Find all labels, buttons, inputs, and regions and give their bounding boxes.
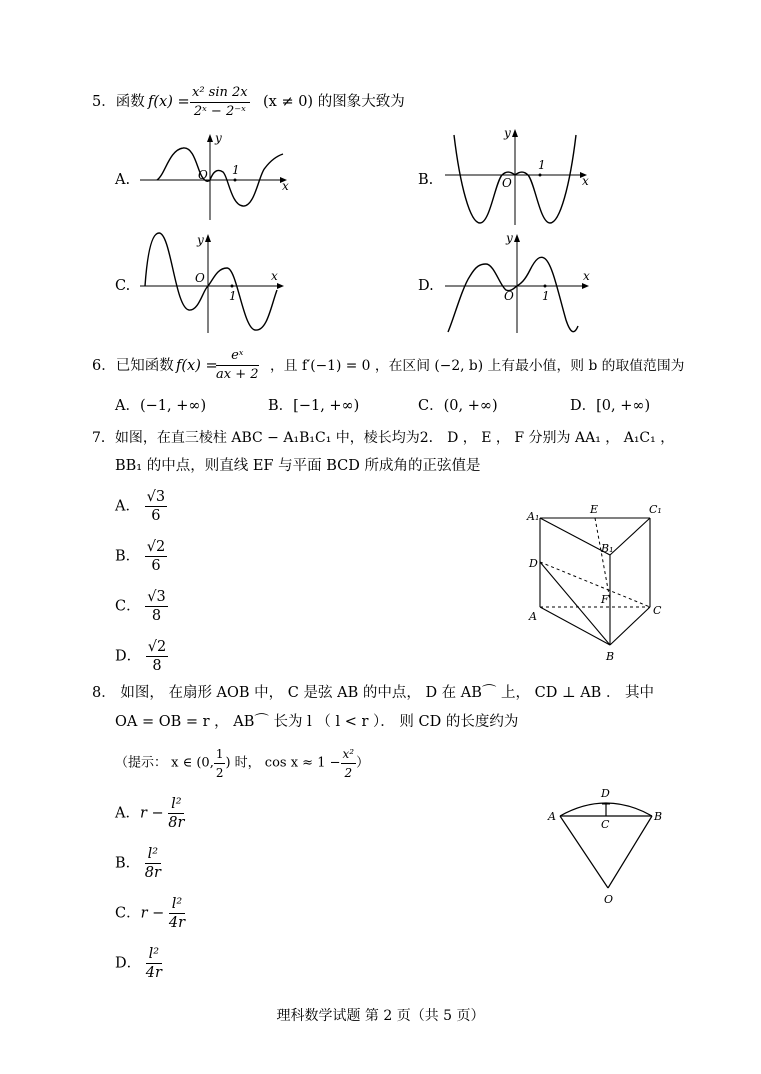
q5-fraction xyxy=(190,84,250,121)
hint-middle: ) 时， cos x ≈ 1 − xyxy=(225,755,341,771)
hint-suffix: ） xyxy=(356,755,370,771)
q5-option-d-label[interactable]: D. xyxy=(418,278,434,294)
denominator: 4r xyxy=(168,915,186,931)
option-label: A． xyxy=(115,805,140,822)
numerator: l² xyxy=(145,845,161,864)
option-label: A． xyxy=(115,398,140,414)
edge-a1b1 xyxy=(540,518,610,555)
q6-stem-rest: ，且 f′(−1) = 0 ，在区间 (−2, b) 上有最小值，则 b 的取值范围为 xyxy=(270,358,685,374)
label-b1: B₁ xyxy=(601,542,614,555)
q7-stem-line1: 7．如图，在直三棱柱 ABC − A₁B₁C₁ 中，棱长均为2． D ， E ， F 分别为 AA₁ ， A₁C₁ ， xyxy=(92,430,675,446)
x-axis-label: x xyxy=(583,269,590,283)
segment-db xyxy=(540,562,610,645)
label-e: E xyxy=(590,503,599,516)
q5-number: 5．函数 xyxy=(92,94,145,110)
q7-stem-line2: BB₁ 的中点，则直线 EF 与平面 BCD 所成角的正弦值是 xyxy=(115,458,481,474)
option-value: [0, +∞) xyxy=(596,398,651,414)
y-axis-label: y xyxy=(504,126,511,140)
label-c: C xyxy=(601,818,610,831)
q6-option-d[interactable] xyxy=(570,396,650,416)
option-fraction xyxy=(145,538,167,575)
label-b: B xyxy=(606,650,615,663)
q6-fx: f(x) = xyxy=(176,358,218,374)
numerator: √2 xyxy=(147,639,167,655)
x-axis-label: x xyxy=(282,179,289,193)
q6-number: 6．已知函数 xyxy=(92,358,174,374)
option-fraction xyxy=(145,845,161,882)
option-label: C． xyxy=(115,598,141,615)
y-axis-label: y xyxy=(215,131,222,145)
q5-condition: (x ≠ 0) 的图象大致为 xyxy=(263,94,405,110)
origin-label: O xyxy=(502,176,512,190)
denominator: 2 xyxy=(215,766,224,780)
denominator: 4r xyxy=(145,965,162,981)
edge-b1c1 xyxy=(610,518,650,555)
option-value: (0, +∞) xyxy=(443,398,498,414)
hint-fraction-2 xyxy=(341,745,357,782)
q5-option-b-label[interactable]: B. xyxy=(418,172,434,188)
numerator: l² xyxy=(169,895,185,914)
q6-option-b[interactable] xyxy=(268,396,359,416)
hint-fraction xyxy=(214,745,226,782)
q5-option-c-label[interactable]: C. xyxy=(115,278,131,294)
q8-hint xyxy=(115,745,369,782)
option-prefix: r − xyxy=(139,805,164,822)
q6-numerator: eˣ xyxy=(216,347,259,366)
y-axis-arrow-icon xyxy=(205,234,211,242)
option-fraction xyxy=(169,895,185,932)
tick-label: 1 xyxy=(232,163,240,177)
tick-dot xyxy=(544,285,547,288)
denominator: 6 xyxy=(151,558,161,574)
q5-fx: f(x) = xyxy=(148,94,190,110)
x-axis-label: x xyxy=(271,269,278,283)
origin-label: O xyxy=(195,271,205,285)
option-fraction xyxy=(168,795,184,832)
option-label: B． xyxy=(115,855,141,872)
origin-label: O xyxy=(504,289,514,303)
option-label: B． xyxy=(115,548,141,565)
q6-denominator: ax + 2 xyxy=(216,367,259,382)
denominator: 8 xyxy=(151,608,162,624)
label-c1: C₁ xyxy=(649,503,662,516)
tick-dot xyxy=(539,174,542,177)
option-value: (−1, +∞) xyxy=(139,398,207,414)
numerator: √3 xyxy=(147,589,166,605)
denominator: 2 xyxy=(344,766,353,780)
q8-stem-line2: OA = OB = r ， AB⌒ 长为 l （ l < r ）． 则 CD 的长度约为 xyxy=(115,714,519,730)
denominator: 8r xyxy=(144,865,161,881)
option-fraction xyxy=(146,638,168,675)
tick-label: 1 xyxy=(538,158,546,172)
option-value: [−1, +∞) xyxy=(293,398,360,414)
q5-graph-d[interactable] xyxy=(440,228,600,338)
y-axis-label: y xyxy=(506,231,513,245)
tick-label: 1 xyxy=(542,289,550,303)
denominator: 8r xyxy=(168,815,185,831)
option-label: B． xyxy=(268,398,294,414)
tick-dot xyxy=(234,179,237,182)
tick-label: 1 xyxy=(229,289,237,303)
label-a1: A₁ xyxy=(527,510,540,523)
option-prefix: r − xyxy=(140,905,165,922)
option-label: D． xyxy=(115,648,142,665)
y-axis-arrow-icon xyxy=(207,134,213,142)
label-b: B xyxy=(654,810,663,823)
option-label: C． xyxy=(115,905,141,922)
q5-graph-b[interactable] xyxy=(440,125,600,230)
numerator: √2 xyxy=(146,539,166,555)
hint-prefix: （提示： x ∈ (0, xyxy=(115,755,214,771)
q7-option-a[interactable] xyxy=(115,488,167,525)
option-fraction xyxy=(145,588,167,625)
q7-option-c[interactable] xyxy=(115,588,168,625)
y-axis-arrow-icon xyxy=(512,129,518,137)
q8-stem-line1: 8． 如图， 在扇形 AOB 中， C 是弦 AB 的中点， D 在 AB⌒ 上， CD ⊥ AB ． 其中 xyxy=(92,685,655,701)
radius-ob xyxy=(608,816,652,888)
x-axis-arrow-icon xyxy=(582,283,589,289)
numerator: l² xyxy=(168,795,184,814)
edge-ab xyxy=(540,607,610,645)
numerator: x² xyxy=(341,745,357,764)
option-label: C． xyxy=(418,398,444,414)
label-d: D xyxy=(601,787,610,800)
y-axis-label: y xyxy=(197,233,204,247)
option-label: D． xyxy=(570,398,597,414)
numerator: 1 xyxy=(214,745,226,764)
q6-fraction xyxy=(216,347,259,384)
tick-dot xyxy=(231,285,234,288)
label-c: C xyxy=(653,604,662,617)
option-fraction xyxy=(146,945,162,982)
q7-prism-figure xyxy=(525,500,675,665)
option-label: D． xyxy=(115,955,142,972)
q8-option-a[interactable] xyxy=(115,795,184,832)
q5-graph-a[interactable] xyxy=(135,130,295,225)
numerator: l² xyxy=(146,945,162,964)
denominator: 8 xyxy=(152,658,162,674)
numerator: √3 xyxy=(146,489,166,505)
label-a: A xyxy=(548,810,556,823)
q5-graph-c[interactable] xyxy=(135,228,295,338)
q8-option-b[interactable] xyxy=(115,845,161,882)
q7-option-b[interactable] xyxy=(115,538,167,575)
q6-option-c[interactable] xyxy=(418,396,498,416)
q5-option-a-label[interactable]: A. xyxy=(115,172,131,188)
segment-dc-hidden xyxy=(540,562,650,607)
q8-option-c[interactable] xyxy=(115,895,185,932)
q6-option-a[interactable] xyxy=(115,396,206,416)
option-label: A． xyxy=(115,498,140,515)
x-axis-arrow-icon xyxy=(277,283,284,289)
label-f: F xyxy=(601,593,609,606)
label-a: A xyxy=(529,610,537,623)
origin-label: O xyxy=(198,168,208,182)
x-axis-label: x xyxy=(582,174,589,188)
y-axis-arrow-icon xyxy=(514,234,520,242)
q5-denominator: 2ˣ − 2⁻ˣ xyxy=(193,104,246,119)
option-fraction xyxy=(145,488,167,525)
label-d: D xyxy=(529,557,538,570)
q8-option-d[interactable] xyxy=(115,945,162,982)
q8-sector-figure xyxy=(540,780,700,910)
q5-numerator: x² sin 2x xyxy=(190,84,250,103)
q5-curve-c xyxy=(145,233,277,330)
q7-option-d[interactable] xyxy=(115,638,168,675)
page-footer: 理科数学试题 第 2 页（共 5 页） xyxy=(276,1008,485,1024)
label-o: O xyxy=(604,893,614,906)
q5-curve-a xyxy=(157,148,283,206)
edge-bc xyxy=(610,607,650,645)
denominator: 6 xyxy=(151,508,161,524)
